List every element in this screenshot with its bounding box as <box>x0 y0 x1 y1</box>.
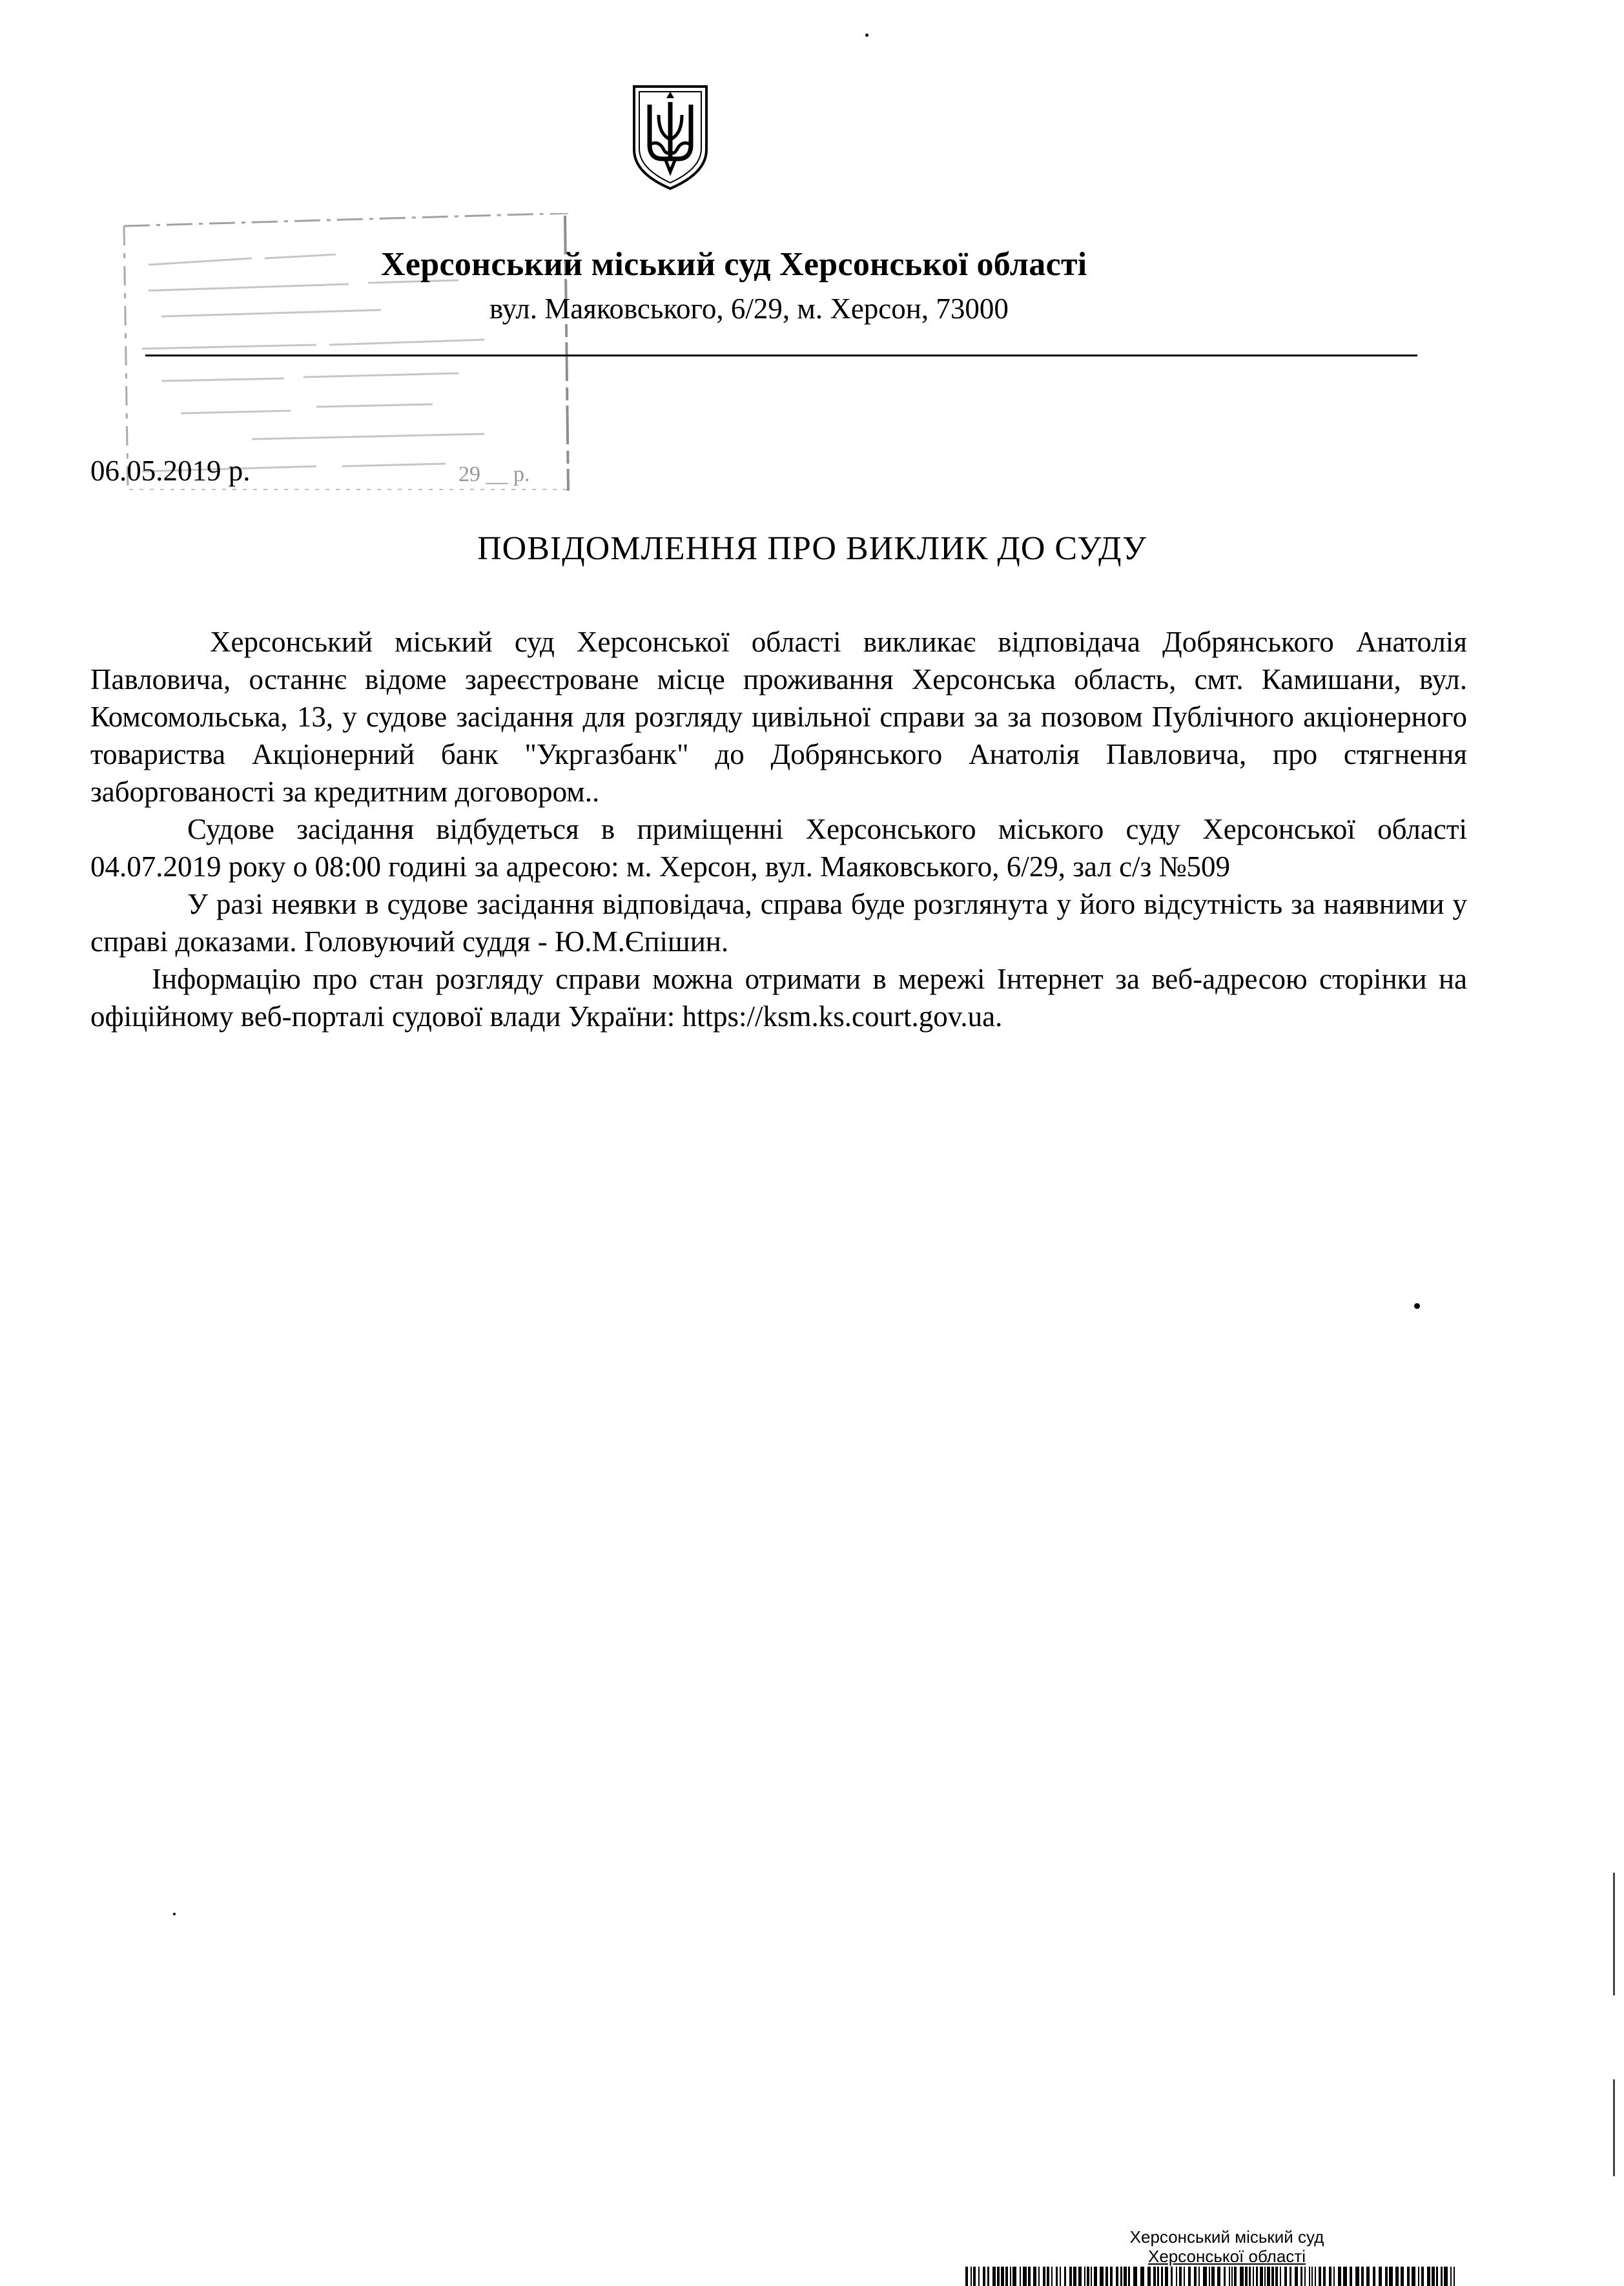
coat-of-arms-icon <box>630 83 710 191</box>
barcode-bar <box>1234 2267 1237 2286</box>
barcode-bar <box>1379 2267 1382 2286</box>
paragraph-online-info: Інформацію про стан розгляду справи можна отримати в мережі Інтернет за веб-адресою сторінки на офіційному веб-порталі судової влади України: https://ksm.ks.court.gov.ua. <box>90 963 1467 1033</box>
barcode-bar <box>1140 2267 1144 2286</box>
barcode-bar <box>1128 2267 1130 2286</box>
barcode-bar <box>1047 2267 1049 2286</box>
barcode-bar <box>1260 2267 1263 2286</box>
scan-edge-mark <box>1613 2079 1615 2176</box>
barcode-bar <box>1184 2267 1185 2286</box>
barcode-bar <box>1194 2267 1197 2286</box>
barcode-bar <box>1412 2267 1415 2286</box>
document-date: 06.05.2019 р. <box>90 455 251 487</box>
barcode-bar <box>1110 2267 1113 2286</box>
barcode-bar <box>997 2267 1000 2286</box>
barcode-bar <box>978 2267 980 2286</box>
barcode-bar <box>1361 2267 1364 2286</box>
barcode-bar <box>1271 2267 1274 2286</box>
barcode-bar <box>1069 2267 1072 2286</box>
barcode-bar <box>1020 2267 1021 2286</box>
barcode-bar <box>1436 2267 1438 2286</box>
barcode-bar <box>1343 2267 1347 2286</box>
paragraph-summons: Херсонський міський суд Херсонської області викликає відповідача Добрянського Анатолія Павловича, останнє відоме зареєстроване місце проживання Херсонська область, смт. Камишани, вул. Комсомольська, 13, у судове засідання для розгляду цивільної справи за за позовом Публічного акціонерного товариства Акціонерний банк "Укргазбанк" до Добрянського Анатолія Павловича, про стягнення заборгованості за кредитним договором.. <box>90 626 1467 808</box>
barcode-bar <box>1267 2267 1270 2286</box>
barcode-bar <box>1116 2267 1118 2286</box>
scan-edge-mark <box>1613 1873 1615 1995</box>
scan-speck <box>1414 1303 1420 1309</box>
document-body <box>90 623 1467 1035</box>
barcode-bar <box>1245 2267 1248 2286</box>
barcode-bar <box>1012 2267 1016 2286</box>
header-divider <box>145 355 1417 356</box>
barcode-bar <box>1179 2267 1182 2286</box>
barcode-bar <box>1385 2267 1388 2286</box>
barcode-bar <box>1256 2267 1258 2286</box>
barcode-bar <box>1350 2267 1352 2286</box>
barcode-bar <box>1165 2267 1168 2286</box>
barcode-bar <box>971 2267 972 2286</box>
barcode-bar <box>965 2267 968 2286</box>
barcode-bar <box>1133 2267 1137 2286</box>
barcode-bar <box>1038 2267 1040 2286</box>
barcode-bar <box>1060 2267 1061 2286</box>
barcode-bar <box>1124 2267 1127 2286</box>
barcode-bar <box>1087 2267 1089 2286</box>
barcode-bar <box>1389 2267 1393 2286</box>
barcode-bar <box>1001 2267 1004 2286</box>
court-name: Херсонський міський суд Херсонської області <box>381 246 1087 283</box>
barcode-bar <box>1300 2267 1302 2286</box>
barcode-bar <box>1033 2267 1036 2286</box>
barcode-bar <box>1051 2267 1053 2286</box>
barcode-bar <box>1253 2267 1254 2286</box>
barcode-bar <box>1284 2267 1287 2286</box>
barcode-bar <box>1171 2267 1173 2286</box>
barcode-bar <box>1323 2267 1326 2286</box>
barcode-bar <box>1209 2267 1210 2286</box>
barcode-bar <box>1231 2267 1233 2286</box>
scan-speck <box>865 34 869 37</box>
barcode-bar <box>992 2267 996 2286</box>
stamp-date-blank: 29 __ р. <box>458 462 530 486</box>
barcode-bar <box>1280 2267 1281 2286</box>
barcode-bar <box>1444 2267 1448 2286</box>
barcode-bar <box>1147 2267 1151 2286</box>
barcode-bar <box>1056 2267 1058 2286</box>
barcode-bar <box>1229 2267 1230 2286</box>
barcode-bar <box>1309 2267 1310 2286</box>
barcode-bar <box>1043 2267 1045 2286</box>
barcode-bar <box>1010 2267 1011 2286</box>
barcode-bar <box>1240 2267 1244 2286</box>
barcode-bar <box>1366 2267 1370 2286</box>
barcode-bar <box>1064 2267 1066 2286</box>
barcode-bar <box>1355 2267 1359 2286</box>
barcode-bar <box>1094 2267 1097 2286</box>
barcode-bar <box>1249 2267 1251 2286</box>
barcode-bar <box>1418 2267 1419 2286</box>
barcode-bar <box>1224 2267 1226 2286</box>
court-address: вул. Маяковського, 6/29, м. Херсон, 73000 <box>489 293 1009 325</box>
footer-court-label <box>1065 2227 1388 2266</box>
footer-label-line1: Херсонський міський суд <box>1129 2227 1324 2247</box>
barcode-bar <box>973 2267 976 2286</box>
barcode-bar <box>1441 2267 1443 2286</box>
barcode-bar <box>1211 2267 1215 2286</box>
barcode-bar <box>1421 2267 1424 2286</box>
document-title: ПОВІДОМЛЕННЯ ПРО ВИКЛИК ДО СУДУ <box>477 530 1147 567</box>
barcode-bar <box>1275 2267 1278 2286</box>
barcode-bar <box>1329 2267 1331 2286</box>
barcode-bar <box>983 2267 985 2286</box>
barcode-bar <box>1373 2267 1375 2286</box>
scan-speck <box>173 1913 176 1915</box>
barcode-bar <box>1395 2267 1399 2286</box>
barcode-bar <box>1333 2267 1335 2286</box>
barcode-bar <box>1264 2267 1266 2286</box>
barcode-bar <box>1319 2267 1321 2286</box>
barcode-bar <box>1450 2267 1452 2286</box>
barcode-bar <box>1432 2267 1435 2286</box>
barcode-bar <box>1028 2267 1031 2286</box>
barcode-bar <box>1407 2267 1410 2286</box>
barcode-bar <box>987 2267 989 2286</box>
document-barcode <box>965 2267 1457 2286</box>
barcode-bar <box>1078 2267 1082 2286</box>
barcode-bar <box>1100 2267 1104 2286</box>
barcode-bar <box>1290 2267 1291 2286</box>
barcode-bar <box>1161 2267 1163 2286</box>
barcode-bar <box>1217 2267 1220 2286</box>
barcode-bar <box>1023 2267 1027 2286</box>
barcode-bar <box>1338 2267 1341 2286</box>
barcode-bar <box>1157 2267 1159 2286</box>
barcode-bar <box>1315 2267 1316 2286</box>
barcode-bar <box>1454 2267 1455 2286</box>
barcode-bar <box>1091 2267 1092 2286</box>
paragraph-absence-notice: У разі неявки в судове засідання відповідача, справа буде розглянута у його відсутність за наявними у справі доказами. Головуючий суддя - Ю.М.Єпішин. <box>90 888 1467 958</box>
barcode-bar <box>1005 2267 1008 2286</box>
barcode-bar <box>1105 2267 1108 2286</box>
barcode-bar <box>1198 2267 1200 2286</box>
paragraph-hearing-details: Судове засідання відбудеться в приміщенні Херсонського міського суду Херсонської області 04.07.2019 року о 08:00 годині за адресою: м. Херсон, вул. Маяковського, 6/29, зал с/з №509 <box>90 813 1467 883</box>
barcode-bar <box>1427 2267 1430 2286</box>
barcode-bar <box>1188 2267 1191 2286</box>
barcode-bar <box>1084 2267 1085 2286</box>
barcode-bar <box>1153 2267 1156 2286</box>
barcode-bar <box>1304 2267 1306 2286</box>
barcode-bar <box>1295 2267 1298 2286</box>
barcode-bar <box>1073 2267 1076 2286</box>
barcode-bar <box>1176 2267 1177 2286</box>
barcode-bar <box>1311 2267 1313 2286</box>
barcode-bar <box>1401 2267 1404 2286</box>
barcode-bar <box>1120 2267 1122 2286</box>
footer-label-line2: Херсонської області <box>1148 2247 1306 2266</box>
barcode-bar <box>1203 2267 1207 2286</box>
